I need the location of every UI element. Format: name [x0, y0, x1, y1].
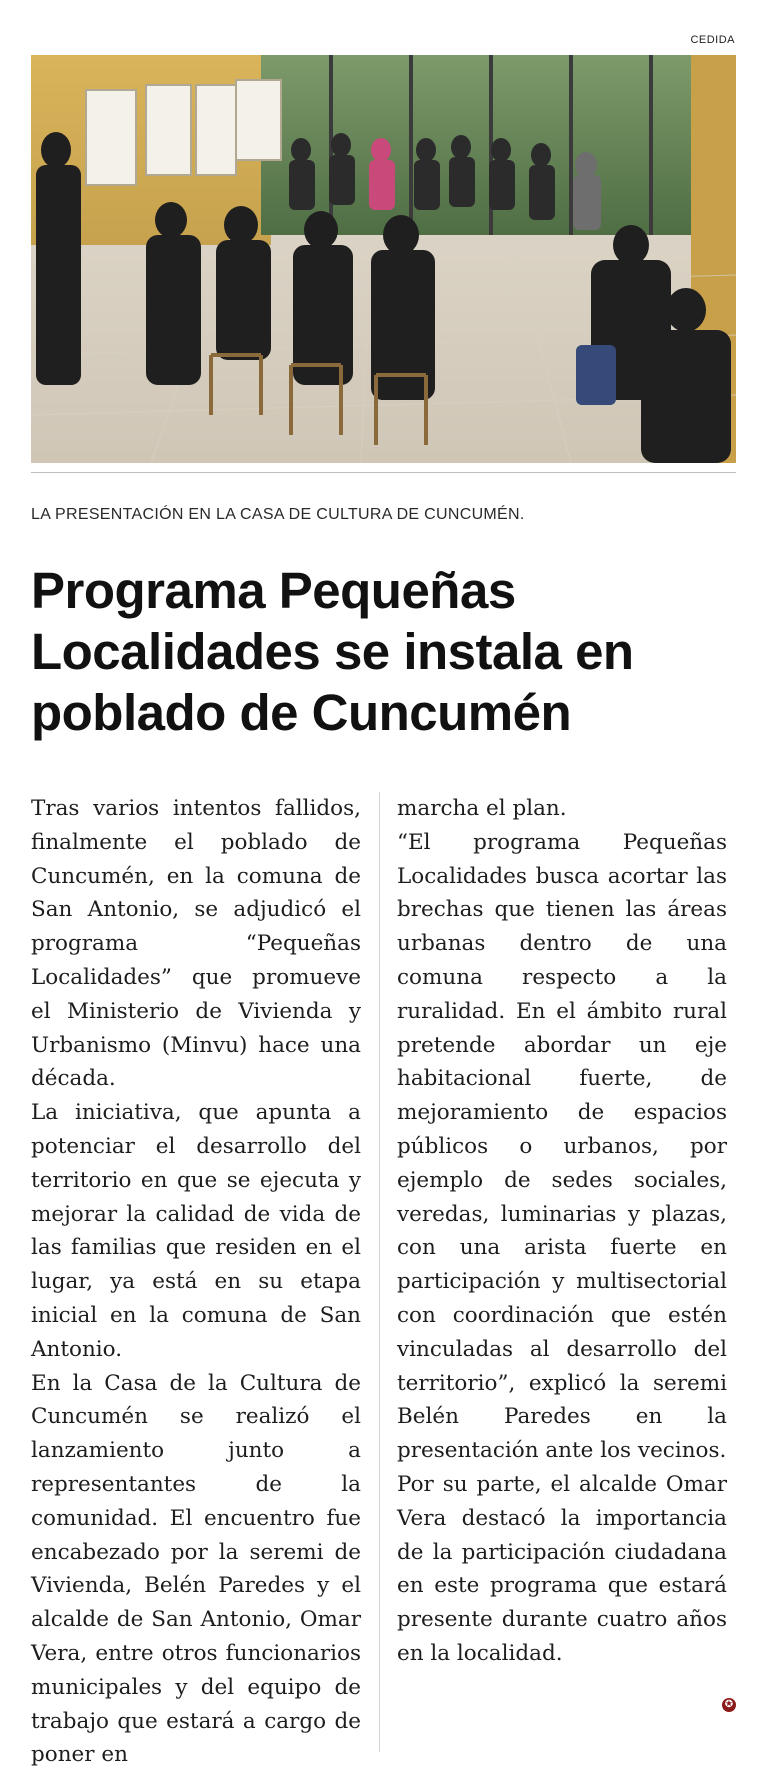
photo-rule: [31, 472, 736, 473]
paragraph: marcha el plan.: [397, 796, 567, 821]
article-headline: Programa Pequeñas Localidades se instala en poblado de Cuncumén: [31, 562, 634, 741]
paragraph: En la Casa de la Cultura de Cuncumén se realizó el lanzamiento junto a representantes de la comunidad. El encuentro fue encabezado por la seremi de Vivienda, Belén Paredes y el alcalde de San Antonio, Omar Vera, entre otros funcionarios municipales y del equipo de trabajo que estará a cargo de poner en: [31, 1370, 361, 1768]
photo-credit: CEDIDA: [690, 34, 735, 46]
column-divider: [379, 792, 380, 1752]
paragraph: “El programa Pequeñas Localidades busca acortar las brechas que tienen las áreas urbanas dentro de una comuna respecto a la ruralidad. En el ámbito rural pretende abordar un eje habitacional fuerte, de mejoramiento de espacios públicos o urbanos, por ejemplo de sedes sociales, veredas, luminarias y plazas, con una arista fuerte en participación y multisectorial con coordinación que estén vinculadas al desarrollo del territorio”, explicó la seremi Belén Paredes en la presentación ante los vecinos.: [397, 829, 727, 1464]
article-column-right: [397, 792, 727, 1671]
paragraph: La iniciativa, que apunta a potenciar el desarrollo del territorio en que se ejecuta y mejorar la calidad de vida de las familias que residen en el lugar, ya está en su etapa inicial en la comuna de San Antonio.: [31, 1100, 361, 1362]
article-column-left: [31, 792, 361, 1772]
article-photo: [31, 55, 736, 463]
paragraph: Tras varios intentos fallidos, finalmente el poblado de Cuncumén, en la comuna de San Antonio, se adjudicó el programa “Pequeñas Localidades” que promueve el Ministerio de Vivienda y Urbanismo (Minvu) hace una década.: [31, 796, 361, 1092]
end-of-article-icon: ✪: [722, 1698, 736, 1712]
photo-caption: LA PRESENTACIÓN EN LA CASA DE CULTURA DE CUNCUMÉN.: [31, 506, 525, 523]
paragraph: Por su parte, el alcalde Omar Vera destacó la importancia de la participación ciudadana en este programa que estará presente durante cuatro años en la localidad.: [397, 1471, 727, 1666]
end-mark: [716, 1694, 736, 1713]
meeting-photo-icon: [31, 55, 736, 463]
